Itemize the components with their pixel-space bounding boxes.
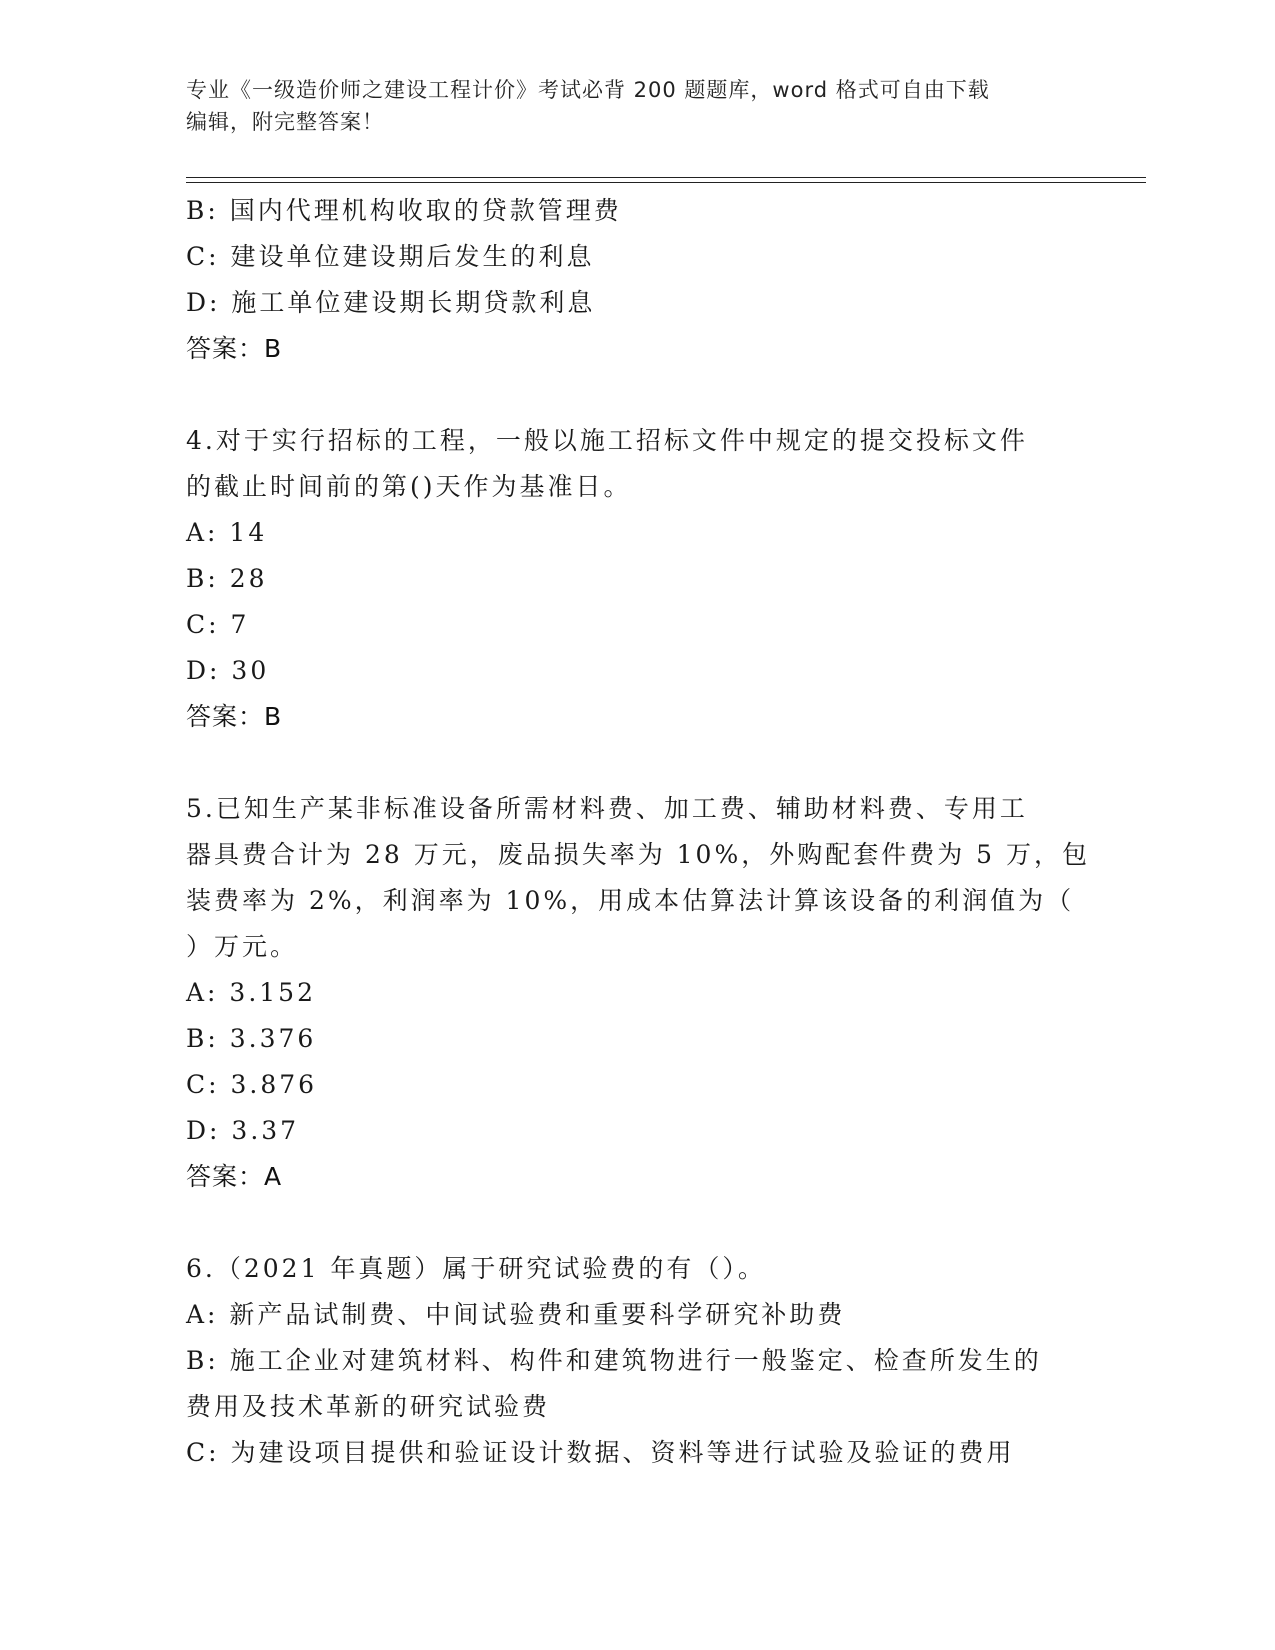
document-header xyxy=(186,74,1086,138)
header-line-1: 专业《一级造价师之建设工程计价》考试必背 200 题题库，word 格式可自由下载 xyxy=(186,78,990,102)
spacer xyxy=(186,1200,1066,1246)
question-stem: 5.已知生产某非标准设备所需材料费、加工费、辅助材料费、专用工 xyxy=(186,794,1028,823)
option-c: C: 3.876 xyxy=(186,1070,318,1099)
answer: 答案：B xyxy=(186,702,283,731)
option-b: B: 国内代理机构收取的贷款管理费 xyxy=(186,196,622,225)
option-a: A: 新产品试制费、中间试验费和重要科学研究补助费 xyxy=(186,1300,846,1329)
option-a: A: 14 xyxy=(186,518,268,547)
question-stem: 4.对于实行招标的工程，一般以施工招标文件中规定的提交投标文件 xyxy=(186,426,1028,455)
question-6 xyxy=(186,1246,1066,1476)
question-list xyxy=(186,188,1091,1476)
question-5 xyxy=(186,786,1091,1200)
option-b: B: 3.376 xyxy=(186,1024,317,1053)
option-d: D: 30 xyxy=(186,656,270,685)
answer: 答案：A xyxy=(186,1162,283,1191)
option-d: D: 3.37 xyxy=(186,1116,300,1145)
option-b-continued: 费用及技术革新的研究试验费 xyxy=(186,1392,551,1421)
question-stem: 装费率为 2%，利润率为 10%，用成本估算法计算该设备的利润值为（ xyxy=(186,886,1075,915)
option-c: C: 7 xyxy=(186,610,250,639)
spacer xyxy=(186,372,1066,418)
option-b: B: 28 xyxy=(186,564,268,593)
spacer xyxy=(186,740,1066,786)
option-c: C: 为建设项目提供和验证设计数据、资料等进行试验及验证的费用 xyxy=(186,1438,1015,1467)
header-rule-bottom xyxy=(186,182,1146,183)
option-a: A: 3.152 xyxy=(186,978,316,1007)
header-rule-top xyxy=(186,177,1146,178)
question-4 xyxy=(186,418,1066,740)
question-stem: ）万元。 xyxy=(186,932,299,961)
option-c: C: 建设单位建设期后发生的利息 xyxy=(186,242,595,271)
question-stem: 器具费合计为 28 万元，废品损失率为 10%，外购配套件费为 5 万，包 xyxy=(186,840,1091,869)
header-line-2: 编辑，附完整答案！ xyxy=(186,110,384,134)
question-3-tail xyxy=(186,188,1066,372)
option-b: B: 施工企业对建筑材料、构件和建筑物进行一般鉴定、检查所发生的 xyxy=(186,1346,1042,1375)
question-stem: 的截止时间前的第()天作为基准日。 xyxy=(186,472,632,501)
question-stem: 6.（2021 年真题）属于研究试验费的有（）。 xyxy=(186,1254,766,1283)
answer: 答案：B xyxy=(186,334,283,363)
option-d: D: 施工单位建设期长期贷款利息 xyxy=(186,288,596,317)
